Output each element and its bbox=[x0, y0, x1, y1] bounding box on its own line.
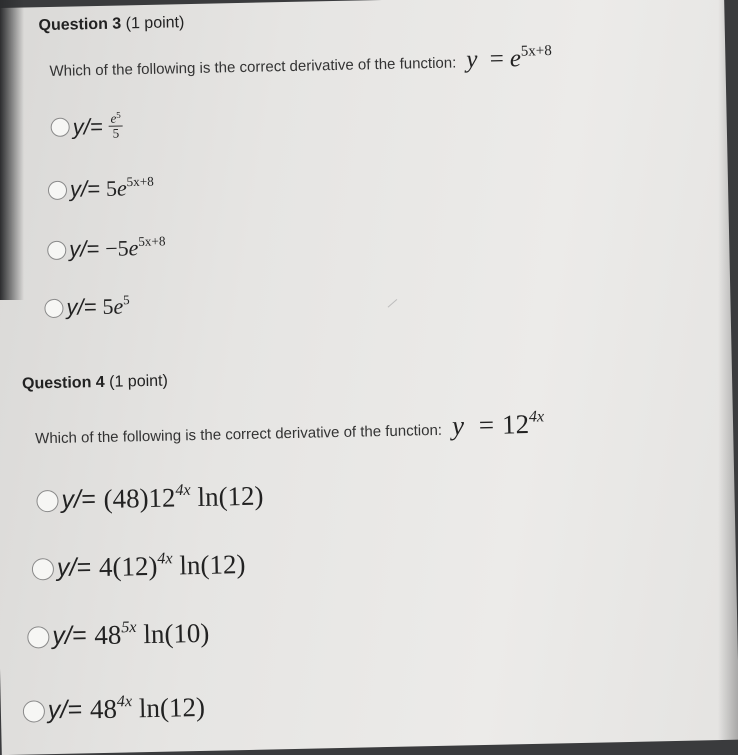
question-3-option-1[interactable] bbox=[50, 111, 123, 142]
option-prefix: y/= bbox=[72, 113, 103, 140]
radio-button-icon[interactable] bbox=[44, 298, 63, 317]
option-expression: $5e^{5x+8}$ bbox=[105, 173, 154, 201]
option-expression: $(48)12^{4x}$ ln(12) bbox=[103, 480, 264, 514]
question-4-heading bbox=[22, 373, 168, 394]
stray-mark bbox=[388, 299, 398, 308]
question-4-points: (1 point) bbox=[108, 372, 169, 391]
question-3-heading bbox=[38, 14, 184, 35]
question-3-prompt-text: Which of the following is the correct derivative of the function: bbox=[49, 54, 457, 80]
radio-button-icon[interactable] bbox=[27, 626, 49, 648]
option-expression: $-5e^{5x+8}$ bbox=[104, 233, 166, 261]
option-prefix: y/= bbox=[61, 485, 96, 514]
radio-button-icon[interactable] bbox=[23, 700, 45, 722]
question-3-number: Question 3 bbox=[38, 15, 122, 35]
photo-shadow-right bbox=[718, 0, 738, 747]
question-4-function: $y = 12^{4x}$ bbox=[451, 407, 545, 441]
option-expression: $5e^5$ bbox=[102, 292, 130, 319]
question-4-prompt-text: Which of the following is the correct derivative of the function: bbox=[35, 421, 443, 448]
option-expression: $4(12)^{4x}$ ln(12) bbox=[98, 548, 246, 583]
radio-button-icon[interactable] bbox=[48, 180, 67, 199]
option-prefix: y/= bbox=[52, 621, 87, 651]
radio-button-icon[interactable] bbox=[50, 118, 69, 137]
option-fraction: $\frac{e^5}{5}$ bbox=[108, 111, 123, 141]
question-3-option-4[interactable] bbox=[44, 293, 130, 321]
question-3-option-3[interactable] bbox=[47, 235, 166, 263]
question-4-option-2[interactable] bbox=[32, 549, 246, 584]
question-4-option-3[interactable] bbox=[27, 618, 210, 653]
radio-button-icon[interactable] bbox=[47, 240, 66, 259]
question-4-prompt bbox=[35, 409, 545, 451]
option-prefix: y/= bbox=[68, 235, 100, 262]
option-expression: $48^{5x}$ ln(10) bbox=[94, 617, 210, 651]
question-3-points: (1 point) bbox=[125, 14, 185, 33]
option-prefix: y/= bbox=[56, 553, 92, 582]
option-prefix: y/= bbox=[66, 294, 97, 320]
question-3-prompt bbox=[49, 44, 552, 83]
photo-shadow-left bbox=[0, 0, 24, 300]
question-3-function: $y = e^{5x+8}$ bbox=[466, 42, 552, 74]
option-expression: $48^{4x}$ ln(12) bbox=[89, 691, 206, 725]
question-3-option-2[interactable] bbox=[48, 175, 154, 203]
question-4-option-4[interactable] bbox=[23, 692, 206, 727]
radio-button-icon[interactable] bbox=[32, 557, 54, 579]
option-prefix: y/= bbox=[69, 175, 101, 202]
question-4-option-1[interactable] bbox=[36, 481, 264, 517]
option-prefix: y/= bbox=[47, 695, 83, 725]
question-4-number: Question 4 bbox=[21, 373, 105, 393]
radio-button-icon[interactable] bbox=[36, 489, 58, 511]
